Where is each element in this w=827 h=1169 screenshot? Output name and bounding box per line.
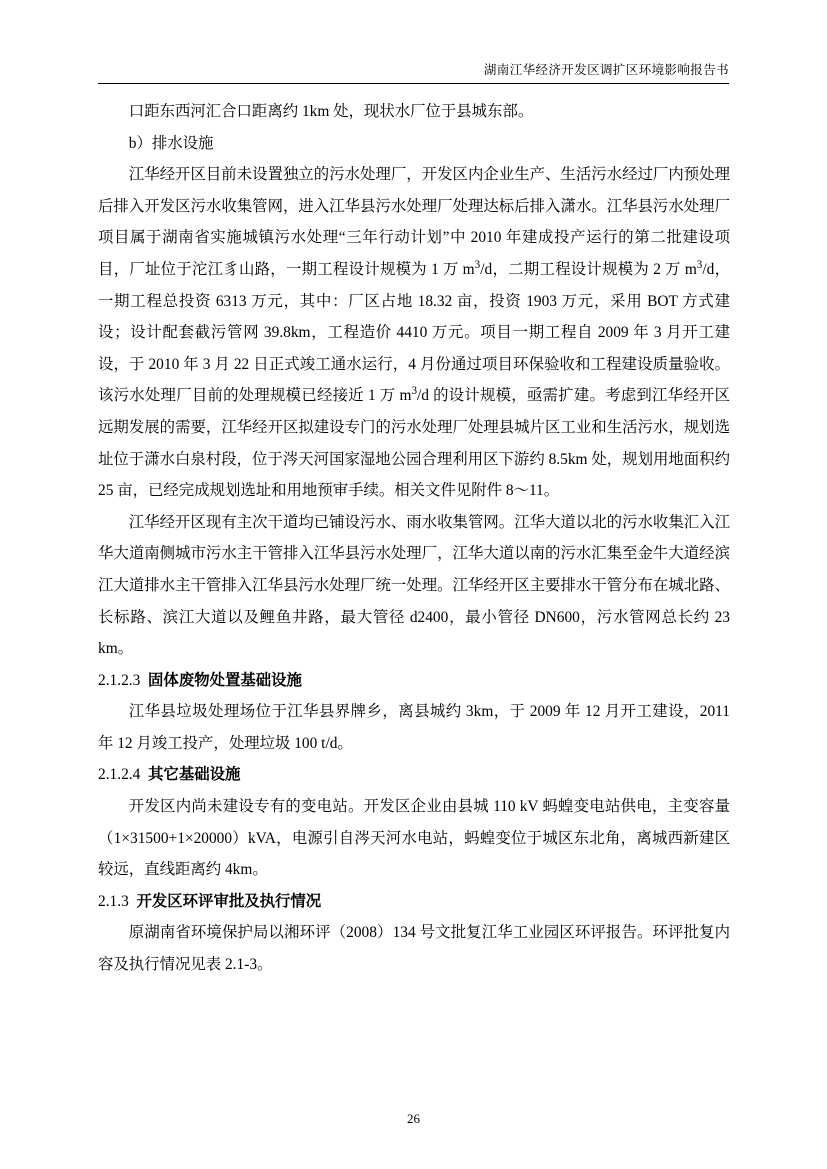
paragraph-3-part-b: /d，二期工程设计规模为 2 万 m [480, 260, 697, 278]
page-number: 26 [407, 1111, 420, 1126]
heading-2-1-2-3-number: 2.1.2.3 [98, 671, 141, 689]
paragraph-3-sup-3: 3 [411, 385, 418, 398]
page-header [98, 50, 729, 84]
paragraph-3-part-c: /d，一期工程总投资 6313 万元，其中：厂区占地 18.32 亩，投资 1903 万元，采用 BOT 方式建设；设计配套截污管网 39.8km，工程造价 4410 万元。项目一期工程自 2009 年 3 月开工建设，于 2010 年 3 月 22 日正式竣工通水运行，4 月份通过项目环保验收和工程建设质量验收。该污水处理厂目前的处理规模已经接近 1 万 m [98, 260, 730, 405]
heading-2-1-2-4 [98, 759, 730, 791]
heading-2-1-2-4-label: 其它基础设施 [148, 766, 241, 784]
heading-2-1-3 [98, 886, 730, 918]
heading-2-1-2-3 [98, 665, 730, 697]
heading-2-1-3-number: 2.1.3 [98, 892, 129, 910]
heading-2-1-2-4-number: 2.1.2.4 [98, 766, 141, 784]
paragraph-2-subheading: b）排水设施 [128, 134, 214, 152]
paragraph-5: 江华县垃圾处理场位于江华县界牌乡，离县城约 3km，于 2009 年 12 月开工建设，2011 年 12 月竣工投产，处理垃圾 100 t/d。 [98, 703, 730, 752]
page-content [98, 96, 730, 981]
header-divider [98, 83, 729, 84]
paragraph-3-part-a: 江华经开区目前未设置独立的污水处理厂，开发区内企业生产、生活污水经过厂内预处理后排入开发区污水收集管网，进入江华县污水处理厂处理达标后排入潇水。江华县污水处理厂项目属于湖南省实施城镇污水处理“三年行动计划”中 2010 年建成投产运行的第二批建设项目，厂址位于沱江豸山路，一期工程设计规模为 1 万 m [98, 166, 730, 278]
heading-2-1-3-label: 开发区环评审批及执行情况 [136, 892, 322, 910]
paragraph-1: 口距东西河汇合口距离约 1km 处，现状水厂位于县城东部。 [128, 103, 534, 120]
paragraph-7: 原湖南省环境保护局以湘环评（2008）134 号文批复江华工业园区环评报告。环评批复内容及执行情况见表 2.1-3。 [98, 924, 730, 974]
paragraph-3-sup-2: 3 [696, 258, 703, 271]
paragraph-3 [98, 159, 730, 507]
paragraph-3-part-d: /d 的设计规模，亟需扩建。考虑到江华经开区远期发展的需要，江华经开区拟建设专门的污水处理厂处理县城片区工业和生活污水，规划选址位于潇水白泉村段，位于涔天河国家湿地公园合理利用区下游约 8.5km 处，规划用地面积约 25 亩，已经完成规划选址和用地预审手续。相关文件见附件 8～11。 [98, 387, 730, 500]
paragraph-6: 开发区内尚未建设专有的变电站。开发区企业由县城 110 kV 蚂蝗变电站供电，主变容量（1×31500+1×20000）kVA，电源引自涔天河水电站，蚂蝗变位于城区东北角，离城西新建区较远，直线距离约 4km。 [98, 798, 730, 879]
paragraph-3-sup-1: 3 [474, 258, 481, 271]
paragraph-4: 江华经开区现有主次干道均已铺设污水、雨水收集管网。江华大道以北的污水收集汇入江华大道南侧城市污水主干管排入江华县污水处理厂，江华大道以南的污水汇集至金牛大道经滨江大道排水主干管排入江华县污水处理厂统一处理。江华经开区主要排水干管分布在城北路、长标路、滨江大道以及鲤鱼井路，最大管径 d2400，最小管径 DN600，污水管网总长约 23 km。 [98, 513, 730, 658]
header-title: 湖南江华经济开发区调扩区环境影响报告书 [483, 63, 729, 77]
page-footer [0, 1111, 827, 1127]
heading-2-1-2-3-label: 固体废物处置基础设施 [148, 671, 302, 689]
